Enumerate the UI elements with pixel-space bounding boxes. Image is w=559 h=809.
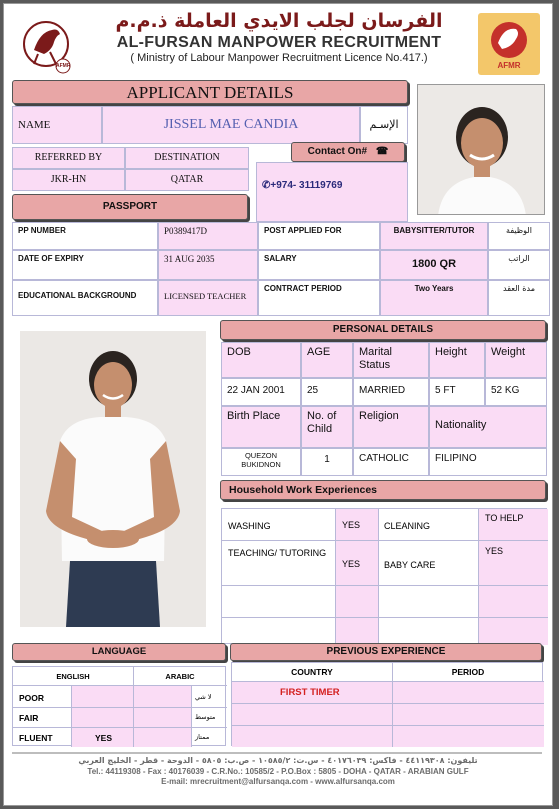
- household-answer: YES: [342, 520, 361, 530]
- portrait-figure-icon: [418, 85, 545, 215]
- job-row-label-arabic: مدة العقد: [488, 280, 550, 316]
- job-row-label: SALARY: [258, 250, 380, 280]
- job-row-value: 1800 QR: [380, 250, 488, 280]
- personal-value-children: 1: [301, 448, 353, 476]
- personal-header-birthplace: Birth Place: [221, 406, 301, 448]
- passport-row-label: EDUCATIONAL BACKGROUND: [12, 280, 158, 316]
- language-level-arabic: ممتاز: [195, 733, 210, 741]
- job-row-label-arabic: الوظيفة: [488, 222, 550, 250]
- previous-first-row: FIRST TIMER: [280, 687, 340, 698]
- personal-header-nationality: Nationality: [429, 406, 547, 448]
- passport-row-value: 31 AUG 2035: [158, 250, 258, 280]
- personal-details-title: PERSONAL DETAILS: [220, 320, 546, 340]
- personal-value-weight: 52 KG: [485, 378, 547, 406]
- household-task: BABY CARE: [384, 560, 436, 570]
- household-task: CLEANING: [384, 521, 431, 531]
- footer-contact: Tel.: 44119308 - Fax : 40176039 - C.R.No.: 10585/2 - P.O.Box : 5805 - DOHA - QATAR - ARABIAN GULF: [87, 767, 469, 776]
- household-task: WASHING: [228, 521, 271, 531]
- household-pink-column: [478, 509, 548, 645]
- application-form: [3, 3, 553, 806]
- personal-header-height: Height: [429, 342, 485, 378]
- household-answer: YES: [342, 559, 361, 569]
- household-task: TEACHING/ TUTORING: [228, 548, 327, 558]
- contact-label: Contact On#: [307, 146, 368, 157]
- language-level-arabic: لا شي: [195, 693, 212, 701]
- job-row-label: POST APPLIED FOR: [258, 222, 380, 250]
- applicant-full-body-photo: [20, 331, 206, 627]
- language-col-english: ENGLISH: [56, 672, 90, 681]
- job-row-value: Two Years: [380, 280, 488, 316]
- previous-pink-body: [232, 681, 544, 747]
- language-title: LANGUAGE: [12, 643, 226, 661]
- language-level: FAIR: [19, 713, 39, 723]
- passport-title: PASSPORT: [12, 194, 248, 220]
- footer-divider: [12, 752, 542, 754]
- language-level: POOR: [19, 693, 45, 703]
- previous-col-period: PERIOD: [451, 667, 485, 677]
- passport-row-value: LICENSED TEACHER: [158, 280, 258, 316]
- household-grid: [221, 508, 547, 644]
- phone-icon: ☎: [375, 146, 389, 157]
- previous-experience-table: [231, 662, 543, 746]
- personal-value-height: 5 FT: [429, 378, 485, 406]
- previous-col-country: COUNTRY: [291, 667, 333, 677]
- left-logo: [22, 14, 74, 74]
- full-body-figure-icon: [20, 331, 206, 627]
- footer-arabic: تليفون: ٤٤١١٩٣٠٨ - فاكس: ٤٠١٧٦٠٣٩ - س.ت: ١٠٥٨٥/٢ - ص.ب: ٥٨٠٥ - الدوحة - قطر - الخليج العربي: [78, 756, 478, 765]
- personal-header-marital: Marital Status: [353, 342, 429, 378]
- job-row-label-arabic: الراتب: [488, 250, 550, 280]
- destination-value: QATAR: [125, 169, 249, 191]
- personal-value-dob: 22 JAN 2001: [221, 378, 301, 406]
- personal-value-age: 25: [301, 378, 353, 406]
- language-pink-column: [133, 685, 191, 747]
- personal-value-marital: MARRIED: [353, 378, 429, 406]
- destination-label: DESTINATION: [125, 147, 249, 169]
- job-row-label: CONTRACT PERIOD: [258, 280, 380, 316]
- personal-header-children: No. of Child: [301, 406, 353, 448]
- passport-row-label: PP NUMBER: [12, 222, 158, 250]
- household-answer: YES: [485, 546, 504, 556]
- applicant-details-title: APPLICANT DETAILS: [12, 80, 408, 104]
- contact-header: [291, 142, 405, 162]
- passport-row-value: P0389417D: [158, 222, 258, 250]
- language-level-arabic: متوسط: [195, 713, 216, 721]
- licence-line: ( Ministry of Labour Manpower Recruitment Licence No.417.): [130, 52, 428, 64]
- referred-by-value: JKR-HN: [12, 169, 125, 191]
- job-row-value: BABYSITTER/TUTOR: [380, 222, 488, 250]
- personal-value-birthplace: QUEZON BUKIDNON: [221, 448, 301, 476]
- right-logo-text: AFMR: [497, 61, 521, 70]
- personal-header-religion: Religion: [353, 406, 429, 448]
- language-english-value: YES: [95, 733, 113, 743]
- applicant-name: JISSEL MAE CANDIA: [102, 106, 360, 144]
- name-label: NAME: [12, 106, 102, 144]
- applicant-portrait-photo: [417, 84, 545, 215]
- personal-header-dob: DOB: [221, 342, 301, 378]
- company-name: AL-FURSAN MANPOWER RECRUITMENT: [116, 34, 442, 51]
- household-title: Household Work Experiences: [220, 480, 546, 500]
- left-logo-text: AFMR: [56, 63, 71, 69]
- right-logo: [478, 13, 540, 75]
- footer-email-web: E-mail: mrecruitment@alfursanqa.com - www.alfursanqa.com: [161, 777, 395, 786]
- personal-value-nationality: FILIPINO: [429, 448, 547, 476]
- language-col-arabic: ARABIC: [165, 672, 195, 681]
- language-level: FLUENT: [19, 733, 53, 743]
- personal-header-weight: Weight: [485, 342, 547, 378]
- contact-value: ✆+974- 31119769: [256, 162, 408, 222]
- language-table: [12, 666, 226, 746]
- personal-header-age: AGE: [301, 342, 353, 378]
- previous-experience-title: PREVIOUS EXPERIENCE: [230, 643, 542, 661]
- referred-by-label: REFERRED BY: [12, 147, 125, 169]
- personal-value-religion: CATHOLIC: [353, 448, 429, 476]
- passport-row-label: DATE OF EXPIRY: [12, 250, 158, 280]
- name-label-arabic: الإسـم: [360, 106, 408, 144]
- arabic-company-name: الفرسان لجلب الايدي العاملة ذ.م.م: [115, 10, 443, 32]
- household-answer: TO HELP: [485, 513, 524, 523]
